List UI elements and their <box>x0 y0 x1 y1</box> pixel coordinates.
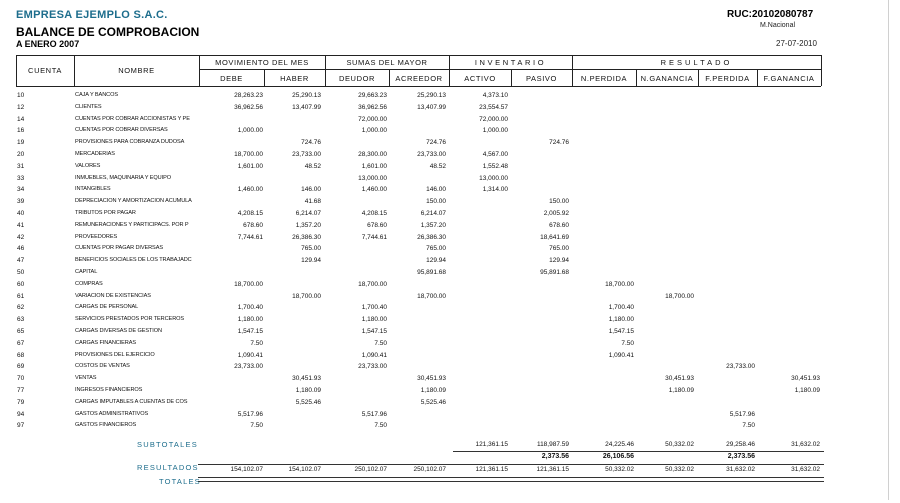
account-name: INGRESOS FINANCIEROS <box>75 387 143 393</box>
account-name: VALORES <box>75 162 101 169</box>
table-row <box>0 269 900 281</box>
account-name: COMPRAS <box>75 280 103 287</box>
account-name: TRIBUTOS POR PAGAR <box>75 210 136 216</box>
account-name: PROVISIONES DEL EJERCICIO <box>75 351 155 358</box>
table-row <box>0 304 900 316</box>
account-name: CAPITAL <box>75 269 98 275</box>
col-deudor: DEUDOR <box>338 74 376 83</box>
cell-deudor: 36,962.56 <box>358 103 387 111</box>
cell-acreedor: 25,290.13 <box>417 92 446 99</box>
account-name: REMUNERACIONES Y PARTICIPACS. POR P <box>75 221 189 228</box>
cell-deudor: 1,460.00 <box>361 186 387 194</box>
cell-deudor: 28,300.00 <box>358 151 387 158</box>
cell-n-perdida: 1,700.40 <box>608 304 634 312</box>
cell-acreedor: 26,386.30 <box>417 233 446 241</box>
group-resultado: RESULTADO <box>660 58 733 67</box>
cell-debe: 18,700.00 <box>234 280 263 288</box>
subtotales-value: 121,361.15 <box>475 441 508 448</box>
cell-debe: 7,744.61 <box>237 233 263 241</box>
col-nombre: NOMBRE <box>118 66 155 75</box>
cell-activo: 1,000.00 <box>482 127 508 135</box>
totales-value: 50,332.02 <box>605 466 634 473</box>
account-name: CUENTAS POR COBRAR DIVERSAS <box>75 127 168 134</box>
cell-haber: 6,214.07 <box>295 210 321 217</box>
col-activo: ACTIVO <box>464 74 496 83</box>
col-pasivo: PASIVO <box>526 74 557 83</box>
currency-label: M.Nacional <box>760 22 796 29</box>
account-code: 42 <box>17 233 25 241</box>
totales-rule-2 <box>198 481 824 482</box>
table-row <box>0 92 900 104</box>
cell-debe: 1,547.15 <box>237 328 263 335</box>
cell-haber: 765.00 <box>301 245 321 253</box>
table-row <box>0 328 900 340</box>
table-row <box>0 281 900 293</box>
account-name: CUENTAS POR COBRAR ACCIONISTAS Y PE <box>75 115 190 122</box>
cell-deudor: 5,517.96 <box>361 410 387 418</box>
cell-acreedor: 95,891.68 <box>417 269 446 276</box>
report-title: BALANCE DE COMPROBACION <box>16 25 200 39</box>
totales-value: 121,361.15 <box>536 466 569 473</box>
cell-deudor: 29,663.23 <box>358 92 387 99</box>
totales-value: 154,102.07 <box>288 466 321 473</box>
account-code: 65 <box>17 328 25 335</box>
col-debe: DEBE <box>220 74 243 83</box>
cell-acreedor: 6,214.07 <box>420 210 446 217</box>
resultados-value: 2,373.56 <box>541 453 569 460</box>
cell-deudor: 1,547.15 <box>361 328 387 335</box>
table-row <box>0 234 900 246</box>
table-row <box>0 198 900 210</box>
table-row <box>0 411 900 423</box>
cell-acreedor: 23,733.00 <box>417 151 446 158</box>
table-row <box>0 352 900 364</box>
cell-debe: 1,460.00 <box>237 186 263 194</box>
col-cuenta: CUENTA <box>28 66 62 75</box>
account-name: CARGAS DIVERSAS DE GESTION <box>75 328 162 334</box>
cell-deudor: 23,733.00 <box>358 363 387 371</box>
account-name: CARGAS DE PERSONAL <box>75 304 139 311</box>
cell-debe: 678.60 <box>243 221 263 229</box>
cell-n-perdida: 7.50 <box>621 339 634 347</box>
table-row <box>0 163 900 175</box>
table-row <box>0 151 900 163</box>
cell-debe: 1,180.00 <box>237 316 263 324</box>
account-name: MERCADERIAS <box>75 151 115 157</box>
account-code: 12 <box>17 103 25 111</box>
resultados-value: 2,373.56 <box>727 453 755 460</box>
cell-acreedor: 48.52 <box>429 162 446 170</box>
cell-debe: 4,208.15 <box>237 210 263 217</box>
account-name: VARIACION DE EXISTENCIAS <box>75 292 151 299</box>
cell-debe: 1,000.00 <box>237 127 263 135</box>
account-name: CUENTAS POR PAGAR DIVERSAS <box>75 245 163 252</box>
account-code: 63 <box>17 316 25 324</box>
cell-deudor: 18,700.00 <box>358 280 387 288</box>
cell-acreedor: 1,357.20 <box>420 221 446 229</box>
ruc-number: RUC:20102080787 <box>727 9 814 20</box>
cell-debe: 23,733.00 <box>234 363 263 371</box>
table-row <box>0 293 900 305</box>
report-date: 27-07-2010 <box>776 39 817 48</box>
cell-pasivo: 18,641.69 <box>540 233 569 241</box>
cell-debe: 1,700.40 <box>237 304 263 312</box>
account-code: 69 <box>17 363 25 371</box>
cell-haber: 48.52 <box>304 162 321 170</box>
cell-deudor: 1,180.00 <box>361 316 387 324</box>
totales-value: 250,102.07 <box>354 466 387 473</box>
account-code: 67 <box>17 339 25 347</box>
account-code: 41 <box>17 221 25 229</box>
resultados-rule <box>198 464 824 465</box>
account-code: 68 <box>17 351 25 359</box>
cell-debe: 36,962.56 <box>234 103 263 111</box>
cell-pasivo: 765.00 <box>549 245 569 253</box>
resultados-row <box>0 453 900 463</box>
cell-debe: 7.50 <box>250 422 263 430</box>
cell-deudor: 4,208.15 <box>361 210 387 217</box>
account-name: INMUEBLES, MAQUINARIA Y EQUIPO <box>75 174 171 181</box>
account-code: 10 <box>17 92 25 99</box>
account-name: COSTOS DE VENTAS <box>75 363 130 370</box>
cell-acreedor: 765.00 <box>426 245 446 253</box>
group-inventario: INVENTARIO <box>474 58 547 67</box>
account-name: VENTAS <box>75 375 97 382</box>
account-name: PROVEEDORES <box>75 233 118 240</box>
cell-deudor: 7.50 <box>374 422 387 430</box>
cell-debe: 28,263.23 <box>234 92 263 99</box>
account-code: 33 <box>17 174 25 182</box>
col-f-ganancia: F.GANANCIA <box>763 74 815 83</box>
account-code: 20 <box>17 151 25 158</box>
cell-activo: 72,000.00 <box>479 115 508 123</box>
cell-acreedor: 13,407.99 <box>417 103 446 111</box>
cell-haber: 13,407.99 <box>292 103 321 111</box>
cell-deudor: 1,090.41 <box>361 351 387 359</box>
account-code: 19 <box>17 139 25 147</box>
table-row <box>0 116 900 128</box>
cell-activo: 23,554.57 <box>479 103 508 111</box>
account-code: 47 <box>17 257 25 265</box>
cell-debe: 5,517.96 <box>237 410 263 418</box>
cell-n-perdida: 18,700.00 <box>605 280 634 288</box>
totales-value: 154,102.07 <box>230 466 263 473</box>
totales-label: TOTALES <box>159 477 201 486</box>
cell-pasivo: 2,005.92 <box>543 210 569 217</box>
cell-f-perdida: 5,517.96 <box>729 410 755 418</box>
col-haber: HABER <box>280 74 309 83</box>
cell-activo: 4,567.00 <box>482 151 508 158</box>
subtotales-label: SUBTOTALES <box>137 440 198 449</box>
company-name: EMPRESA EJEMPLO S.A.C. <box>16 9 168 21</box>
cell-pasivo: 129.94 <box>549 257 569 265</box>
table-row <box>0 340 900 352</box>
cell-haber: 129.94 <box>301 257 321 265</box>
table-row <box>0 139 900 151</box>
group-movimiento: MOVIMIENTO DEL MES <box>215 58 309 67</box>
account-code: 14 <box>17 115 25 123</box>
account-name: CLIENTES <box>75 103 102 110</box>
cell-haber: 1,180.09 <box>295 387 321 394</box>
cell-activo: 4,373.10 <box>482 92 508 99</box>
account-code: 34 <box>17 186 25 194</box>
subtotales-row <box>0 441 900 451</box>
table-row <box>0 127 900 139</box>
cell-acreedor: 30,451.93 <box>417 375 446 383</box>
cell-acreedor: 724.76 <box>426 139 446 147</box>
account-name: CARGAS IMPUTABLES A CUENTAS DE COS <box>75 398 188 405</box>
cell-n-ganancia: 30,451.93 <box>665 375 694 383</box>
account-name: GASTOS ADMINISTRATIVOS <box>75 410 149 417</box>
cell-debe: 1,090.41 <box>237 351 263 359</box>
account-code: 46 <box>17 245 25 253</box>
subtotal-rule <box>453 451 824 452</box>
account-code: 50 <box>17 269 25 276</box>
subtotales-value: 29,258.46 <box>726 441 755 448</box>
account-code: 79 <box>17 398 25 406</box>
account-code: 39 <box>17 198 25 206</box>
account-name: INTANGIBLES <box>75 186 111 193</box>
account-code: 31 <box>17 162 25 170</box>
table-row <box>0 210 900 222</box>
table-row <box>0 245 900 257</box>
totales-value: 31,632.02 <box>791 466 820 473</box>
cell-deudor: 7,744.61 <box>361 233 387 241</box>
account-code: 94 <box>17 410 25 418</box>
cell-deudor: 72,000.00 <box>358 115 387 123</box>
table-row <box>0 175 900 187</box>
account-code: 61 <box>17 292 25 300</box>
cell-activo: 13,000.00 <box>479 174 508 182</box>
report-period: A ENERO 2007 <box>16 39 80 49</box>
cell-f-ganancia: 1,180.09 <box>794 387 820 394</box>
cell-haber: 18,700.00 <box>292 292 321 300</box>
col-acreedor: ACREEDOR <box>395 74 443 83</box>
subtotales-value: 31,632.02 <box>791 441 820 448</box>
table-row <box>0 104 900 116</box>
cell-deudor: 678.60 <box>367 221 387 229</box>
account-name: SERVICIOS PRESTADOS POR TERCEROS <box>75 316 185 323</box>
cell-acreedor: 146.00 <box>426 186 446 194</box>
account-name: GASTOS FINANCIEROS <box>75 422 137 429</box>
account-code: 60 <box>17 280 25 288</box>
cell-haber: 30,451.93 <box>292 375 321 383</box>
account-code: 70 <box>17 375 25 383</box>
subtotales-value: 50,332.02 <box>665 441 694 448</box>
cell-deudor: 13,000.00 <box>358 174 387 182</box>
cell-deudor: 1,000.00 <box>361 127 387 135</box>
cell-pasivo: 678.60 <box>549 221 569 229</box>
cell-n-perdida: 1,090.41 <box>608 351 634 359</box>
resultados-label: RESULTADOS <box>137 463 199 472</box>
cell-haber: 25,290.13 <box>292 92 321 99</box>
table-row <box>0 257 900 269</box>
cell-haber: 146.00 <box>301 186 321 194</box>
account-name: CARGAS FINANCIERAS <box>75 339 136 346</box>
totales-value: 250,102.07 <box>413 466 446 473</box>
totales-value: 31,632.02 <box>726 466 755 473</box>
col-f-perdida: F.PERDIDA <box>705 74 750 83</box>
table-row <box>0 222 900 234</box>
cell-acreedor: 18,700.00 <box>417 292 446 300</box>
cell-acreedor: 1,180.09 <box>420 387 446 394</box>
table-row <box>0 186 900 198</box>
account-code: 40 <box>17 210 25 217</box>
table-row <box>0 363 900 375</box>
totales-value: 50,332.02 <box>665 466 694 473</box>
cell-pasivo: 95,891.68 <box>540 269 569 276</box>
cell-debe: 1,601.00 <box>237 162 263 170</box>
col-n-perdida: N.PERDIDA <box>580 74 628 83</box>
cell-n-ganancia: 18,700.00 <box>665 292 694 300</box>
table-row <box>0 387 900 399</box>
account-code: 62 <box>17 304 25 312</box>
resultados-value: 26,106.56 <box>602 453 634 460</box>
cell-haber: 724.76 <box>301 139 321 147</box>
totales-value: 121,361.15 <box>475 466 508 473</box>
cell-debe: 18,700.00 <box>234 151 263 158</box>
table-row <box>0 316 900 328</box>
table-row <box>0 422 900 434</box>
cell-haber: 5,525.46 <box>295 398 321 406</box>
cell-n-perdida: 1,180.00 <box>608 316 634 324</box>
cell-f-ganancia: 30,451.93 <box>791 375 820 383</box>
table-row <box>0 375 900 387</box>
cell-haber: 26,386.30 <box>292 233 321 241</box>
cell-activo: 1,314.00 <box>482 186 508 194</box>
table-row <box>0 399 900 411</box>
subtotales-value: 24,225.46 <box>605 441 634 448</box>
cell-haber: 23,733.00 <box>292 151 321 158</box>
account-code: 77 <box>17 387 25 394</box>
account-code: 16 <box>17 127 25 135</box>
cell-deudor: 1,601.00 <box>361 162 387 170</box>
cell-debe: 7.50 <box>250 339 263 347</box>
subtotales-value: 118,987.59 <box>536 441 569 448</box>
totales-row <box>0 466 900 476</box>
cell-f-perdida: 7.50 <box>742 422 755 430</box>
totales-rule-1 <box>198 477 824 478</box>
cell-f-perdida: 23,733.00 <box>726 363 755 371</box>
account-code: 97 <box>17 422 25 430</box>
cell-deudor: 1,700.40 <box>361 304 387 312</box>
account-name: DEPRECIACION Y AMORTIZACION ACUMULA <box>75 198 192 205</box>
group-sumas: SUMAS DEL MAYOR <box>346 58 428 67</box>
account-name: CAJA Y BANCOS <box>75 92 118 98</box>
cell-acreedor: 129.94 <box>426 257 446 265</box>
cell-acreedor: 150.00 <box>426 198 446 206</box>
cell-pasivo: 724.76 <box>549 139 569 147</box>
account-name: BENEFICIOS SOCIALES DE LOS TRABAJADC <box>75 257 192 264</box>
cell-haber: 1,357.20 <box>295 221 321 229</box>
cell-haber: 41.68 <box>304 198 321 206</box>
account-name: PROVISIONES PARA COBRANZA DUDOSA <box>75 139 185 146</box>
cell-acreedor: 5,525.46 <box>420 398 446 406</box>
cell-n-perdida: 1,547.15 <box>608 328 634 335</box>
col-n-ganancia: N.GANANCIA <box>640 74 694 83</box>
cell-n-ganancia: 1,180.09 <box>668 387 694 394</box>
cell-pasivo: 150.00 <box>549 198 569 206</box>
cell-deudor: 7.50 <box>374 339 387 347</box>
cell-activo: 1,552.48 <box>482 162 508 170</box>
